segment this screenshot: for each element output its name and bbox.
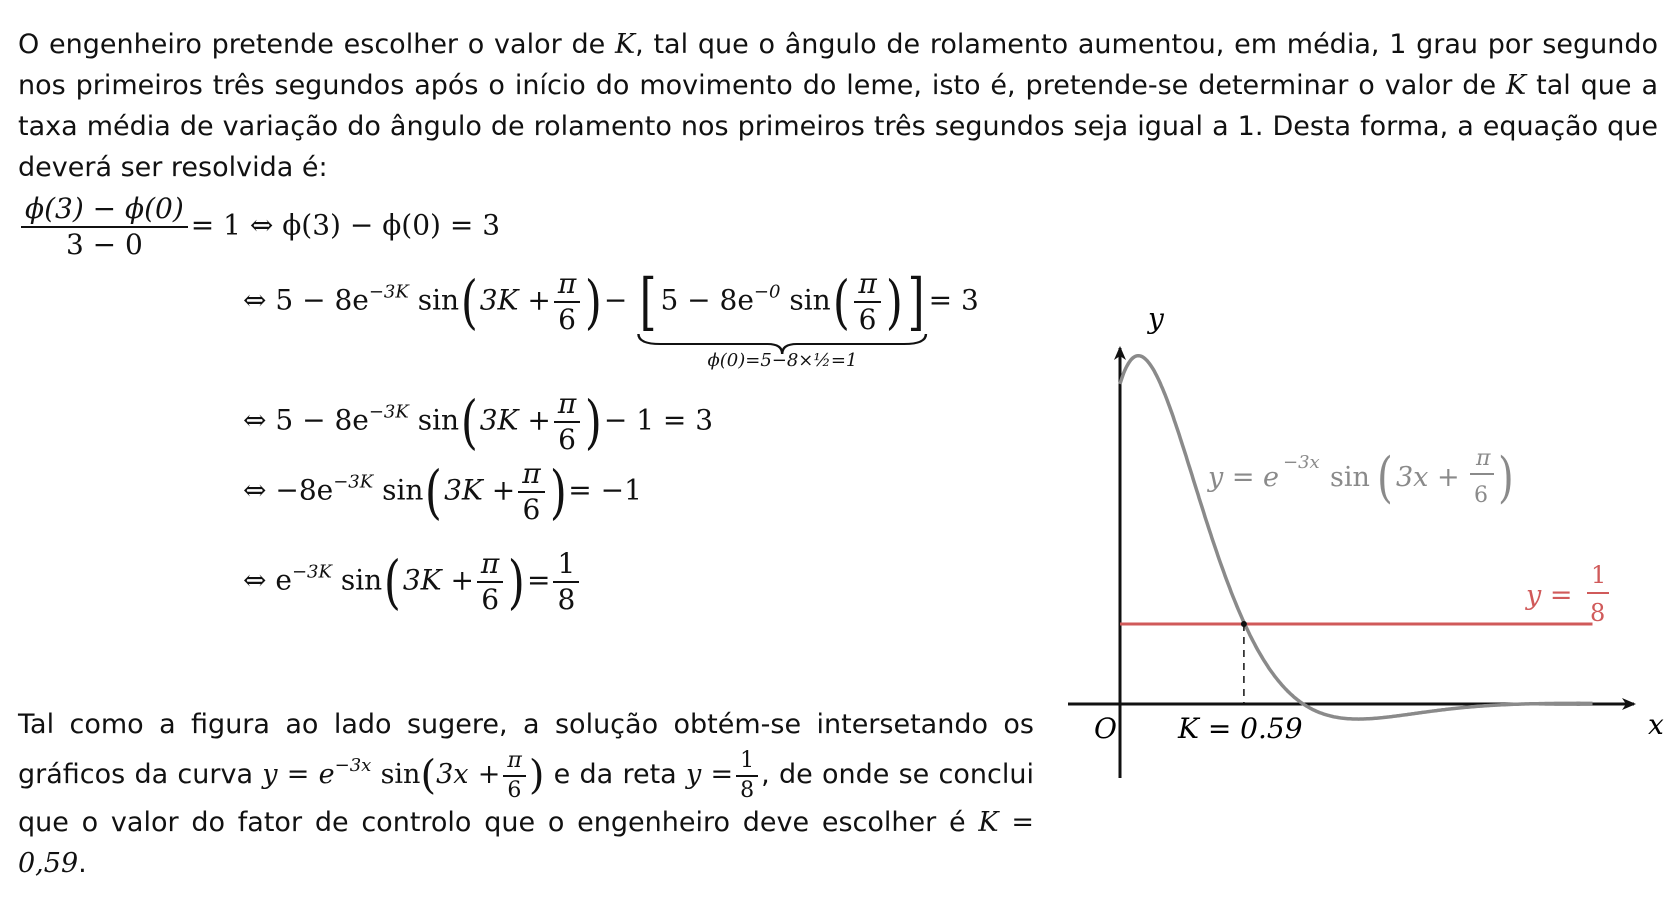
eq5-pi: π [477, 550, 503, 583]
eq2-lead: ⇔ 5 − 8e [243, 283, 369, 317]
eq2-rparen: ) [585, 267, 603, 336]
eq2-inner-six: 6 [858, 303, 877, 336]
eq5-arg: 3K + [402, 563, 474, 597]
concl-curve-sin: sin [380, 759, 421, 790]
eq5-one: 1 [553, 550, 579, 583]
eq5-eq: = [526, 563, 551, 597]
concl-curve: y = e [262, 759, 335, 790]
concl-answer: K = 0,59 [18, 806, 1034, 879]
y-axis-label: y [1148, 302, 1164, 335]
intro-text-2: , tal que o ângulo de rolamento aumentou, em média, 1 grau por segundo nos primeiros três segundos após o início do movimento do leme, isto é, pretende-se determinar o valor de [18, 29, 1658, 101]
eq2-arg: 3K + [479, 283, 551, 317]
eq3-six: 6 [558, 423, 576, 456]
eq3-arg: 3K + [479, 403, 551, 437]
eq2-inner-pi: π [854, 270, 880, 303]
eq4-six: 6 [522, 493, 541, 526]
eq2-pi: π [554, 270, 580, 303]
eq5-lparen: ( [384, 547, 401, 616]
x-axis-label: x [1648, 708, 1664, 741]
eq2-inner-exp: −0 [753, 281, 781, 303]
eq2-inner-rparen: ) [885, 267, 903, 336]
intro-text-3: tal que a taxa média de variação do ângulo de rolamento nos primeiros três segundos seja igual a 1. Desta forma, a equação que deverá ser resolvida é: [18, 70, 1659, 183]
eq3-exp: −3K [368, 401, 409, 423]
eq1-denominator: 3 − 0 [65, 228, 143, 261]
origin-label: O [1094, 712, 1117, 745]
intro-k-1: K [614, 29, 636, 60]
intersection-point [1241, 621, 1247, 627]
concl-pi: π [503, 750, 525, 777]
eq2-inner-lparen: ( [832, 267, 850, 336]
concl-eight: 8 [740, 777, 755, 803]
eq1-numerator: ϕ(3) − ϕ(0) [21, 195, 188, 228]
eq3-rparen: ) [585, 387, 603, 456]
eq2-inner-sin: sin [789, 283, 831, 317]
concl-curve-arg: 3x + [436, 759, 501, 790]
eq3-rhs: − 1 = 3 [603, 403, 714, 437]
concl-text-4: . [78, 847, 87, 879]
eq1-rest: = 1 ⇔ ϕ(3) − ϕ(0) = 3 [190, 208, 501, 242]
curve-label-pi: π [1476, 446, 1491, 471]
eq5-lead: ⇔ e [243, 563, 292, 597]
concl-curve-exp: −3x [334, 755, 372, 776]
eq4-arg: 3K + [444, 473, 516, 507]
eq5-rparen: ) [508, 547, 526, 616]
eq3-lparen: ( [460, 387, 478, 456]
eq5-sin: sin [340, 563, 383, 597]
eq2-sin: sin [417, 283, 460, 317]
eq2-rhs: = 3 [928, 283, 979, 317]
eq2-underbrace-label: ϕ(0)=5−8×½=1 [707, 350, 858, 371]
eq4-exp: −3K [333, 471, 374, 493]
intro-k-2: K [1506, 70, 1527, 101]
curve-label-six: 6 [1474, 483, 1488, 508]
curve-label [1207, 446, 1514, 510]
eq4-pi: π [518, 460, 544, 493]
eq2-minus: − [603, 283, 628, 317]
eq2-lparen: ( [460, 267, 478, 336]
line-label-num: 1 [1591, 561, 1607, 589]
eq5-exp: −3K [291, 561, 332, 583]
eq4-lparen: ( [425, 457, 443, 526]
eq2-six: 6 [558, 303, 576, 336]
line-label [1525, 561, 1609, 627]
curve-label-exp: −3x [1283, 452, 1320, 473]
line-label-lead: y = [1526, 580, 1573, 611]
eq5-eight: 8 [557, 583, 576, 616]
eq2-lbracket: [ [639, 265, 657, 339]
eq2-rbracket: ] [908, 265, 925, 339]
curve-exp-sin [1120, 356, 1593, 719]
eq4-sin: sin [382, 473, 424, 507]
curve-label-arg: 3x + [1396, 462, 1460, 493]
concl-lparen: ( [420, 752, 437, 799]
concl-line: y = [685, 759, 734, 790]
intersection-k-label: K = 0.59 [1178, 712, 1303, 745]
curve-label-lparen: ( [1377, 447, 1393, 510]
eq3-lead: ⇔ 5 − 8e [243, 403, 369, 437]
eq4-rhs: = −1 [568, 473, 642, 507]
concl-text-3: , de onde se conclui que o valor do fator de controlo que o engenheiro deve escolher é [18, 759, 1034, 838]
concl-rparen: ) [528, 752, 545, 799]
concl-text-1: Tal como a figura ao lado sugere, a solução obtém-se intersetando os gráficos da curva [18, 709, 1034, 790]
eq2-exp: −3K [368, 281, 409, 303]
eq3-sin: sin [417, 403, 460, 437]
concl-text-2: e da reta [544, 759, 686, 790]
curve-label-rparen: ) [1498, 447, 1514, 510]
curve-label-sin: sin [1330, 462, 1370, 493]
intro-text-1: O engenheiro pretende escolher o valor de [18, 29, 615, 60]
eq2-inner-lead: 5 − 8e [660, 283, 754, 317]
concl-one: 1 [736, 750, 758, 777]
curve-label-lead: y = e [1208, 462, 1280, 493]
eq5-six: 6 [481, 583, 500, 616]
line-label-den: 8 [1590, 599, 1606, 627]
eq4-lead: ⇔ −8e [243, 473, 334, 507]
eq4-rparen: ) [549, 457, 567, 526]
eq3-pi: π [554, 390, 580, 423]
concl-six: 6 [507, 777, 522, 803]
